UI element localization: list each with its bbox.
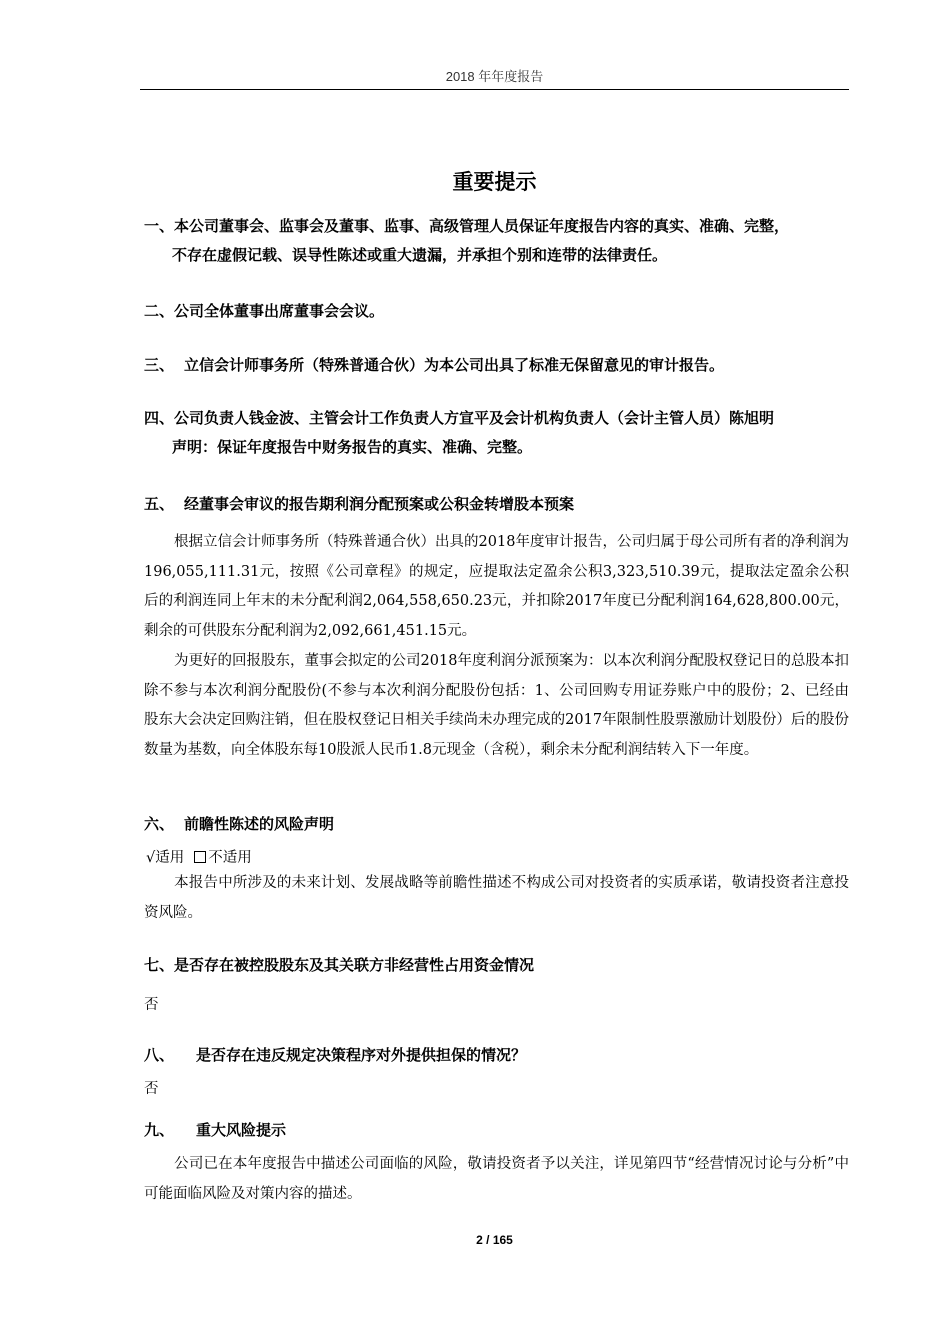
not-applicable-checkbox (194, 851, 206, 863)
section-8-answer: 否 (144, 1081, 159, 1097)
section-7-number: 七、 (144, 956, 175, 974)
section-1-line2: 不存在虚假记载、误导性陈述或重大遗漏，并承担个别和连带的法律责任。 (172, 246, 668, 264)
section-7-text: 是否存在被控股股东及其关联方非经营性占用资金情况 (174, 956, 535, 974)
page-number: 2 / 165 (476, 1233, 513, 1247)
section-2-number: 二、 (144, 302, 175, 320)
section-3 (144, 351, 724, 380)
section-8-number: 八、 (144, 1046, 175, 1064)
section-3-number: 三、 (144, 356, 175, 374)
section-4-number: 四、 (144, 409, 175, 427)
section-7-heading (144, 951, 534, 980)
section-6-text: 前瞻性陈述的风险声明 (184, 815, 335, 833)
section-5-paragraph-1 (144, 528, 849, 646)
section-7-answer: 否 (144, 997, 159, 1013)
section-2-text: 公司全体董事出席董事会会议。 (174, 302, 385, 320)
header-divider (140, 89, 849, 90)
section-9-paragraph (144, 1150, 849, 1209)
report-header-title: 2018 年年度报告 (445, 69, 544, 84)
applicability-checkbox-row (146, 846, 252, 867)
section-1 (144, 212, 789, 270)
section-8-text: 是否存在违反规定决策程序对外提供担保的情况？ (196, 1046, 527, 1064)
page-title: 重要提示 (452, 170, 537, 194)
section-9-number: 九、 (144, 1121, 175, 1139)
section-1-line1: 本公司董事会、监事会及董事、监事、高级管理人员保证年度报告内容的真实、准确、完整， (174, 217, 790, 235)
section-9-text: 重大风险提示 (196, 1121, 287, 1139)
section-9-heading (144, 1116, 286, 1145)
section-6-number: 六、 (144, 815, 175, 833)
section-1-number: 一、 (144, 217, 175, 235)
section-5-heading (144, 490, 574, 519)
section-5-paragraph-2-text: 为更好的回报股东，董事会拟定的公司2018年度利润分派预案为：以本次利润分配股权登记日的总股本扣除不参与本次利润分配股份(不参与本次利润分配股份包括：1、公司回购专用证券账户中的股份；2、已经由股东大会决定回购注销，但在股权登记日相关手续尚未办理完成的2017年限制性股票激励计划股份）后的股份数量为基数，向全体股东每10股派人民币1.8元现金（含税），剩余未分配利润结转入下一年度。 (144, 653, 849, 758)
applicable-checked-label: √适用 (146, 850, 185, 866)
section-8-heading (144, 1041, 526, 1070)
section-9-paragraph-text: 公司已在本年度报告中描述公司面临的风险，敬请投资者予以关注，详见第四节“经营情况讨论与分析”中可能面临风险及对策内容的描述。 (144, 1156, 849, 1202)
section-5-text: 经董事会审议的报告期利润分配预案或公积金转增股本预案 (184, 495, 575, 513)
section-6-paragraph-text: 本报告中所涉及的未来计划、发展战略等前瞻性描述不构成公司对投资者的实质承诺，敬请投资者注意投资风险。 (144, 875, 849, 921)
section-6-paragraph (144, 869, 849, 928)
not-applicable-label: 不适用 (208, 850, 252, 866)
section-3-text: 立信会计师事务所（特殊普通合伙）为本公司出具了标准无保留意见的审计报告。 (184, 356, 725, 374)
section-5-paragraph-2 (144, 647, 849, 765)
section-4-line1: 公司负责人钱金波、主管会计工作负责人方宣平及会计机构负责人（会计主管人员）陈旭明 (174, 409, 775, 427)
section-5-paragraph-1-text: 根据立信会计师事务所（特殊普通合伙）出具的2018年度审计报告，公司归属于母公司所有者的净利润为196,055,111.31元，按照《公司章程》的规定，应提取法定盈余公积3,323,510.39元，提取法定盈余公积后的利润连同上年末的未分配利润2,064,558,650.23元，并扣除2017年度已分配利润164,628,800.00元，剩余的可供股东分配利润为2,092,661,451.15元。 (144, 534, 849, 639)
section-6-heading (144, 810, 334, 839)
section-5-number: 五、 (144, 495, 175, 513)
section-2 (144, 297, 384, 326)
section-4 (144, 404, 774, 462)
section-4-line2: 声明：保证年度报告中财务报告的真实、准确、完整。 (172, 438, 533, 456)
